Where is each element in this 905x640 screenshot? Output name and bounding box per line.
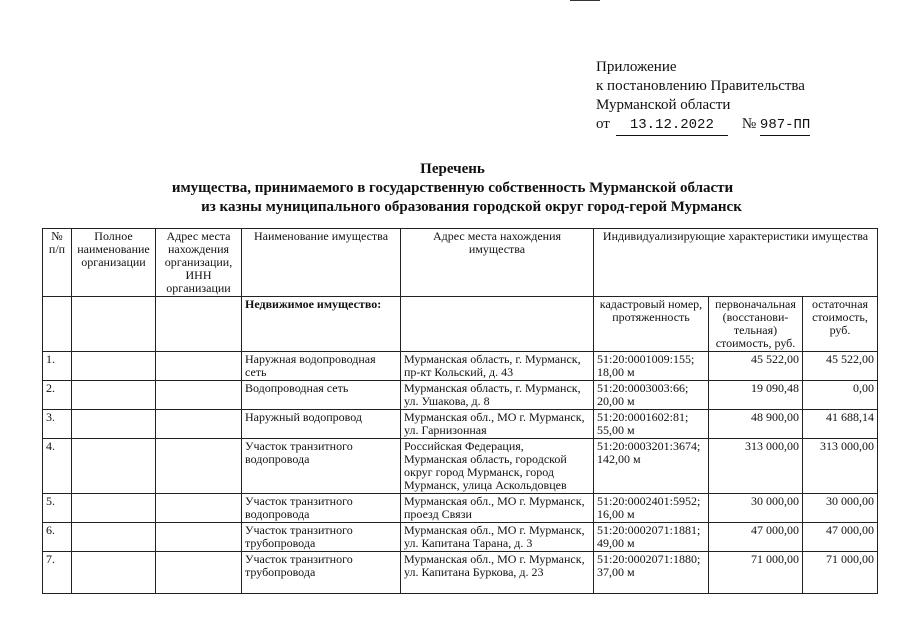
appendix-line-2: к постановлению Правительства [596, 78, 805, 94]
appendix-block [596, 58, 810, 136]
row-residual-cost: 30 000,00 [803, 494, 878, 523]
row-initial-cost: 45 522,00 [709, 352, 803, 381]
row-initial-cost: 71 000,00 [709, 552, 803, 594]
row-cadastral: 51:20:0001602:81; 55,00 м [594, 410, 709, 439]
row-cadastral: 51:20:0002071:1880; 37,00 м [594, 552, 709, 594]
row-address: Мурманская область, г. Мурманск, ул. Ушакова, д. 8 [401, 381, 594, 410]
from-label: от [596, 116, 610, 132]
header-num: № п/п [43, 229, 72, 297]
row-residual-cost: 47 000,00 [803, 523, 878, 552]
subheader-initial-cost: первоначальная (восстанови-тельная) стоимость, руб. [709, 297, 803, 352]
row-address: Мурманская обл., МО г. Мурманск, ул. Капитана Буркова, д. 23 [401, 552, 594, 594]
table-row [43, 552, 878, 594]
table-row [43, 494, 878, 523]
section-real-estate: Недвижимое имущество: [242, 297, 401, 352]
row-cadastral: 51:20:0002401:5952; 16,00 м [594, 494, 709, 523]
header-org-address: Адрес места нахождения организации, ИНН организации [156, 229, 242, 297]
row-name: Участок транзитного трубопровода [242, 552, 401, 594]
property-table [42, 228, 878, 594]
header-characteristics: Индивидуализирующие характеристики имущества [594, 229, 878, 297]
row-initial-cost: 19 090,48 [709, 381, 803, 410]
row-residual-cost: 41 688,14 [803, 410, 878, 439]
row-cadastral: 51:20:0001009:155; 18,00 м [594, 352, 709, 381]
subheader-cadastral: кадастровый номер, протяженность [594, 297, 709, 352]
row-num: 3. [43, 410, 72, 439]
row-initial-cost: 313 000,00 [709, 439, 803, 494]
row-num: 4. [43, 439, 72, 494]
row-cadastral: 51:20:0003201:3674; 142,00 м [594, 439, 709, 494]
row-residual-cost: 45 522,00 [803, 352, 878, 381]
table-row [43, 439, 878, 494]
appendix-date-line [596, 115, 810, 136]
row-residual-cost: 313 000,00 [803, 439, 878, 494]
table-row [43, 381, 878, 410]
table-subheader-row [43, 297, 878, 352]
row-address: Мурманская обл., МО г. Мурманск, ул. Капитана Тарана, д. 3 [401, 523, 594, 552]
top-mark-line [570, 0, 600, 1]
row-cadastral: 51:20:0003003:66; 20,00 м [594, 381, 709, 410]
document-title [0, 160, 905, 217]
appendix-line-1: Приложение [596, 59, 677, 75]
title-line-2: имущества, принимаемого в государственную собственность Мурманской области [171, 180, 734, 196]
row-cadastral: 51:20:0002071:1881; 49,00 м [594, 523, 709, 552]
row-address: Мурманская область, г. Мурманск, пр-кт Кольский, д. 43 [401, 352, 594, 381]
row-num: 5. [43, 494, 72, 523]
row-name: Участок транзитного трубопровода [242, 523, 401, 552]
row-initial-cost: 30 000,00 [709, 494, 803, 523]
row-initial-cost: 48 900,00 [709, 410, 803, 439]
row-name: Участок транзитного водопровода [242, 439, 401, 494]
row-name: Наружная водопроводная сеть [242, 352, 401, 381]
table-row [43, 352, 878, 381]
row-residual-cost: 0,00 [803, 381, 878, 410]
row-address: Мурманская обл., МО г. Мурманск, проезд Связи [401, 494, 594, 523]
row-address: Российская Федерация, Мурманская область, городской округ город Мурманск, город Мурманск, улица Аскольдовцев [401, 439, 594, 494]
appendix-line-3: Мурманской области [596, 97, 731, 113]
header-property-address: Адрес места нахождения имущества [401, 229, 594, 297]
row-residual-cost: 71 000,00 [803, 552, 878, 594]
number-label: № [741, 116, 757, 132]
title-line-1: Перечень [420, 161, 485, 177]
header-property-name: Наименование имущества [242, 229, 401, 297]
header-org-name: Полное наименование организации [72, 229, 156, 297]
row-initial-cost: 47 000,00 [709, 523, 803, 552]
subheader-residual-cost: остаточная стоимость, руб. [803, 297, 878, 352]
decree-date: 13.12.2022 [616, 116, 728, 136]
title-line-3: из казны муниципального образования городской округ город-герой Мурманск [201, 199, 742, 215]
table-row [43, 410, 878, 439]
decree-number: 987-ПП [760, 116, 810, 136]
row-num: 7. [43, 552, 72, 594]
row-name: Наружный водопровод [242, 410, 401, 439]
row-num: 2. [43, 381, 72, 410]
row-address: Мурманская обл., МО г. Мурманск, ул. Гарнизонная [401, 410, 594, 439]
row-num: 6. [43, 523, 72, 552]
row-name: Водопроводная сеть [242, 381, 401, 410]
row-name: Участок транзитного водопровода [242, 494, 401, 523]
table-row [43, 523, 878, 552]
row-num: 1. [43, 352, 72, 381]
table-header-row [43, 229, 878, 297]
